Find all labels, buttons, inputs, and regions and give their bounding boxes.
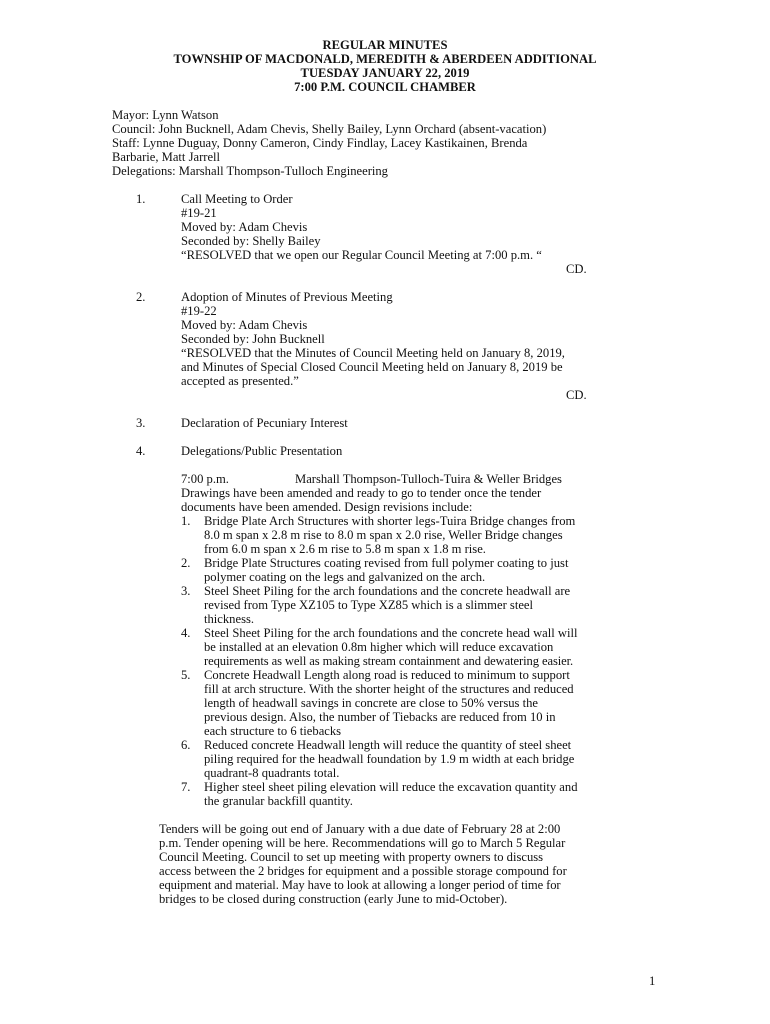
revision-number: 1. [181, 514, 191, 528]
staff-line: Staff: Lynne Duguay, Donny Cameron, Cindy Findlay, Lacey Kastikainen, Brenda [112, 136, 528, 150]
revision-number: 5. [181, 668, 191, 682]
moved-by: Moved by: Adam Chevis [181, 318, 308, 332]
meeting-time-place: 7:00 P.M. COUNCIL CHAMBER [294, 80, 476, 94]
revision-text: revised from Type XZ105 to Type XZ85 which is a slimmer steel [204, 598, 533, 612]
presentation-subject: Marshall Thompson-Tulloch-Tuira & Weller Bridges [295, 472, 562, 486]
revision-text: thickness. [204, 612, 255, 626]
mayor-line: Mayor: Lynn Watson [112, 108, 219, 122]
delegations-line: Delegations: Marshall Thompson-Tulloch Engineering [112, 164, 388, 178]
item-number: 1. [136, 192, 146, 206]
seconded-by: Seconded by: Shelly Bailey [181, 234, 321, 248]
revision-number: 6. [181, 738, 191, 752]
revision-text: Bridge Plate Structures coating revised from full polymer coating to just [204, 556, 569, 570]
revision-text: from 6.0 m span x 2.6 m rise to 5.8 m span x 1.8 m rise. [204, 542, 486, 556]
revision-text: be installed at an elevation 0.8m higher which will reduce excavation [204, 640, 554, 654]
revision-text: fill at arch structure. With the shorter height of the structures and reduced [204, 682, 574, 696]
item-title: Declaration of Pecuniary Interest [181, 416, 348, 430]
page-number: 1 [649, 974, 656, 988]
motion-number: #19-21 [181, 206, 217, 220]
revision-text: piling required for the headwall foundation by 1.9 m width at each bridge [204, 752, 575, 766]
revision-number: 4. [181, 626, 191, 640]
tenders-paragraph: Tenders will be going out end of January with a due date of February 28 at 2:00 [159, 822, 561, 836]
motion-result: CD. [566, 388, 587, 402]
revision-text: each structure to 6 tiebacks [204, 724, 342, 738]
meeting-date: TUESDAY JANUARY 22, 2019 [300, 66, 470, 80]
document-title: REGULAR MINUTES [322, 38, 448, 52]
revision-text: quadrant-8 quadrants total. [204, 766, 340, 780]
revision-text: requirements as well as making stream containment and dewatering easier. [204, 654, 574, 668]
revision-text: Bridge Plate Arch Structures with shorter legs-Tuira Bridge changes from [204, 514, 576, 528]
revision-text: Reduced concrete Headwall length will reduce the quantity of steel sheet [204, 738, 572, 752]
motion-result: CD. [566, 262, 587, 276]
revision-text: Concrete Headwall Length along road is reduced to minimum to support [204, 668, 570, 682]
tenders-paragraph: p.m. Tender opening will be here. Recommendations will go to March 5 Regular [159, 836, 566, 850]
council-line: Council: John Bucknell, Adam Chevis, Shelly Bailey, Lynn Orchard (absent-vacation) [112, 122, 547, 136]
item-number: 4. [136, 444, 146, 458]
revision-text: Higher steel sheet piling elevation will reduce the excavation quantity and [204, 780, 578, 794]
item-title: Call Meeting to Order [181, 192, 293, 206]
resolution-text: and Minutes of Special Closed Council Meeting held on January 8, 2019 be [181, 360, 563, 374]
revision-text: polymer coating on the legs and galvanized on the arch. [204, 570, 486, 584]
item-title: Adoption of Minutes of Previous Meeting [181, 290, 393, 304]
moved-by: Moved by: Adam Chevis [181, 220, 308, 234]
item-number: 3. [136, 416, 146, 430]
revision-number: 7. [181, 780, 191, 794]
resolution-text: “RESOLVED that the Minutes of Council Meeting held on January 8, 2019, [181, 346, 565, 360]
revision-text: Steel Sheet Piling for the arch foundations and the concrete headwall are [204, 584, 571, 598]
item-number: 2. [136, 290, 146, 304]
resolution-text: accepted as presented.” [181, 374, 299, 388]
revision-text: length of headwall savings in concrete are close to 50% versus the [204, 696, 538, 710]
revision-text: Steel Sheet Piling for the arch foundations and the concrete head wall will [204, 626, 578, 640]
revision-number: 2. [181, 556, 191, 570]
tenders-paragraph: Council Meeting. Council to set up meeting with property owners to discuss [159, 850, 544, 864]
resolution-text: “RESOLVED that we open our Regular Council Meeting at 7:00 p.m. “ [181, 248, 542, 262]
township-name: TOWNSHIP OF MACDONALD, MEREDITH & ABERDEEN ADDITIONAL [173, 52, 597, 66]
presentation-intro: documents have been amended. Design revisions include: [181, 500, 473, 514]
tenders-paragraph: access between the 2 bridges for equipment and a possible storage compound for [159, 864, 567, 878]
revision-text: 8.0 m span x 2.8 m rise to 8.0 m span x 2.0 rise, Weller Bridge changes [204, 528, 563, 542]
presentation-intro: Drawings have been amended and ready to go to tender once the tender [181, 486, 542, 500]
revision-text: the granular backfill quantity. [204, 794, 353, 808]
item-title: Delegations/Public Presentation [181, 444, 343, 458]
revision-text: previous design. Also, the number of Tiebacks are reduced from 10 in [204, 710, 556, 724]
revision-number: 3. [181, 584, 191, 598]
tenders-paragraph: bridges to be closed during construction (early June to mid-October). [159, 892, 508, 906]
seconded-by: Seconded by: John Bucknell [181, 332, 325, 346]
presentation-time: 7:00 p.m. [181, 472, 229, 486]
staff-line-continued: Barbarie, Matt Jarrell [112, 150, 221, 164]
motion-number: #19-22 [181, 304, 217, 318]
tenders-paragraph: equipment and material. May have to look at allowing a longer period of time for [159, 878, 561, 892]
